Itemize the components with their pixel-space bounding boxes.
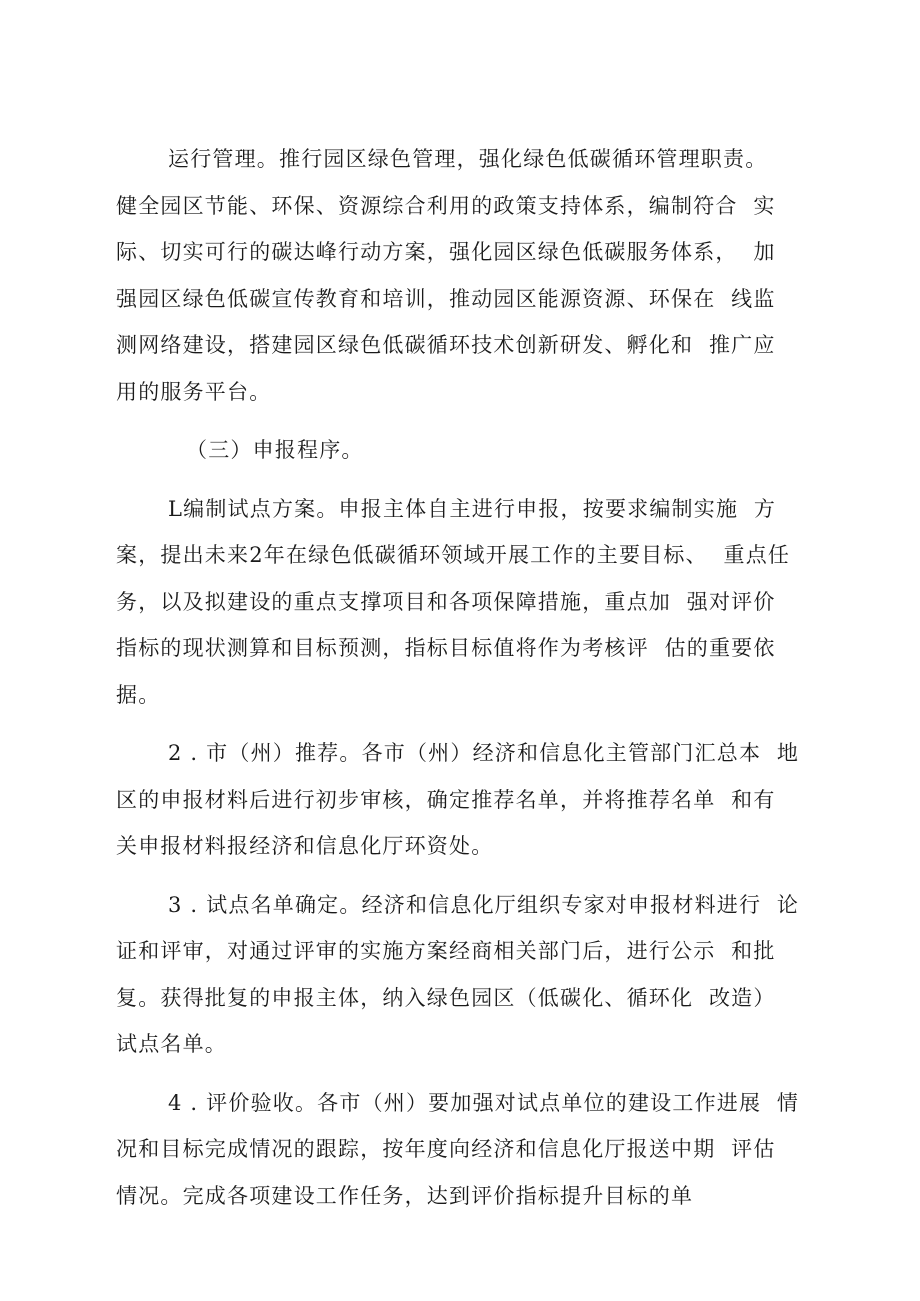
text-line: 证和评审，对通过评审的实施方案经商相关部门后，进行公示 和批 <box>116 939 776 963</box>
text-line: 况和目标完成情况的跟踪，按年度向经济和信息化厅报送中期 评估 <box>116 1137 776 1161</box>
text-line: 3 . 试点名单确定。经济和信息化厅组织专家对申报材料进行 论 <box>168 892 800 917</box>
text-line: 运行管理。推行园区绿色管理，强化绿色低碳循环管理职责。 <box>168 147 768 171</box>
text-line: 情况。完成各项建设工作任务，达到评价指标提升目标的单 <box>116 1183 694 1208</box>
paragraph-item-2-recommendation <box>116 730 816 870</box>
section-heading-application-procedure <box>116 427 816 474</box>
text-line: 强园区绿色低碳宣传教育和培训，推动园区能源资源、环保在 线监 <box>116 286 776 311</box>
paragraph-item-3-list-confirmation <box>116 882 816 1068</box>
text-line: 案，提出未来2年在绿色低碳循环领域开展工作的主要目标、 重点任 <box>116 543 791 567</box>
paragraph-item-4-evaluation <box>116 1080 816 1220</box>
paragraph-item-1-plan <box>116 486 816 719</box>
text-line: 务，以及拟建设的重点支撑项目和各项保障措施，重点加 强对评价 <box>116 589 776 614</box>
section-heading: （三）申报程序。 <box>186 438 364 462</box>
text-line: 2 . 市（州）推荐。各市（州）经济和信息化主管部门汇总本 地 <box>168 741 800 765</box>
text-line: 指标的现状测算和目标预测，指标目标值将作为考核评 估的重要依 <box>116 636 776 660</box>
paragraph-gap <box>116 474 816 486</box>
paragraph-gap <box>116 1068 816 1080</box>
text-line: 际、切实可行的碳达峰行动方案，强化园区绿色低碳服务体系， 加 <box>116 240 776 264</box>
text-line: 关申报材料报经济和信息化厅环资处。 <box>116 834 494 858</box>
paragraph-gap <box>116 415 816 427</box>
text-line: 据。 <box>116 682 161 707</box>
text-line: 4 . 评价验收。各市（州）要加强对试点单位的建设工作进展 情 <box>168 1090 800 1115</box>
text-line: L编制试点方案。申报主体自主进行申报，按要求编制实施 方 <box>168 496 777 521</box>
text-line: 健全园区节能、环保、资源综合利用的政策支持体系，编制符合 实 <box>116 193 776 218</box>
document-body <box>116 136 816 1219</box>
text-line: 区的申报材料后进行初步审核，确定推荐名单，并将推荐名单 和有 <box>116 787 776 812</box>
text-line: 复。获得批复的申报主体，纳入绿色园区（低碳化、循环化 改造） <box>116 985 776 1010</box>
text-line: 试点名单。 <box>116 1032 227 1056</box>
paragraph-gap <box>116 718 816 730</box>
paragraph-operation-management <box>116 136 816 415</box>
paragraph-gap <box>116 870 816 882</box>
text-line: 测网络建设，搭建园区绿色低碳循环技术创新研发、孵化和 推广应 <box>116 333 776 357</box>
text-line: 用的服务平台。 <box>116 379 272 404</box>
